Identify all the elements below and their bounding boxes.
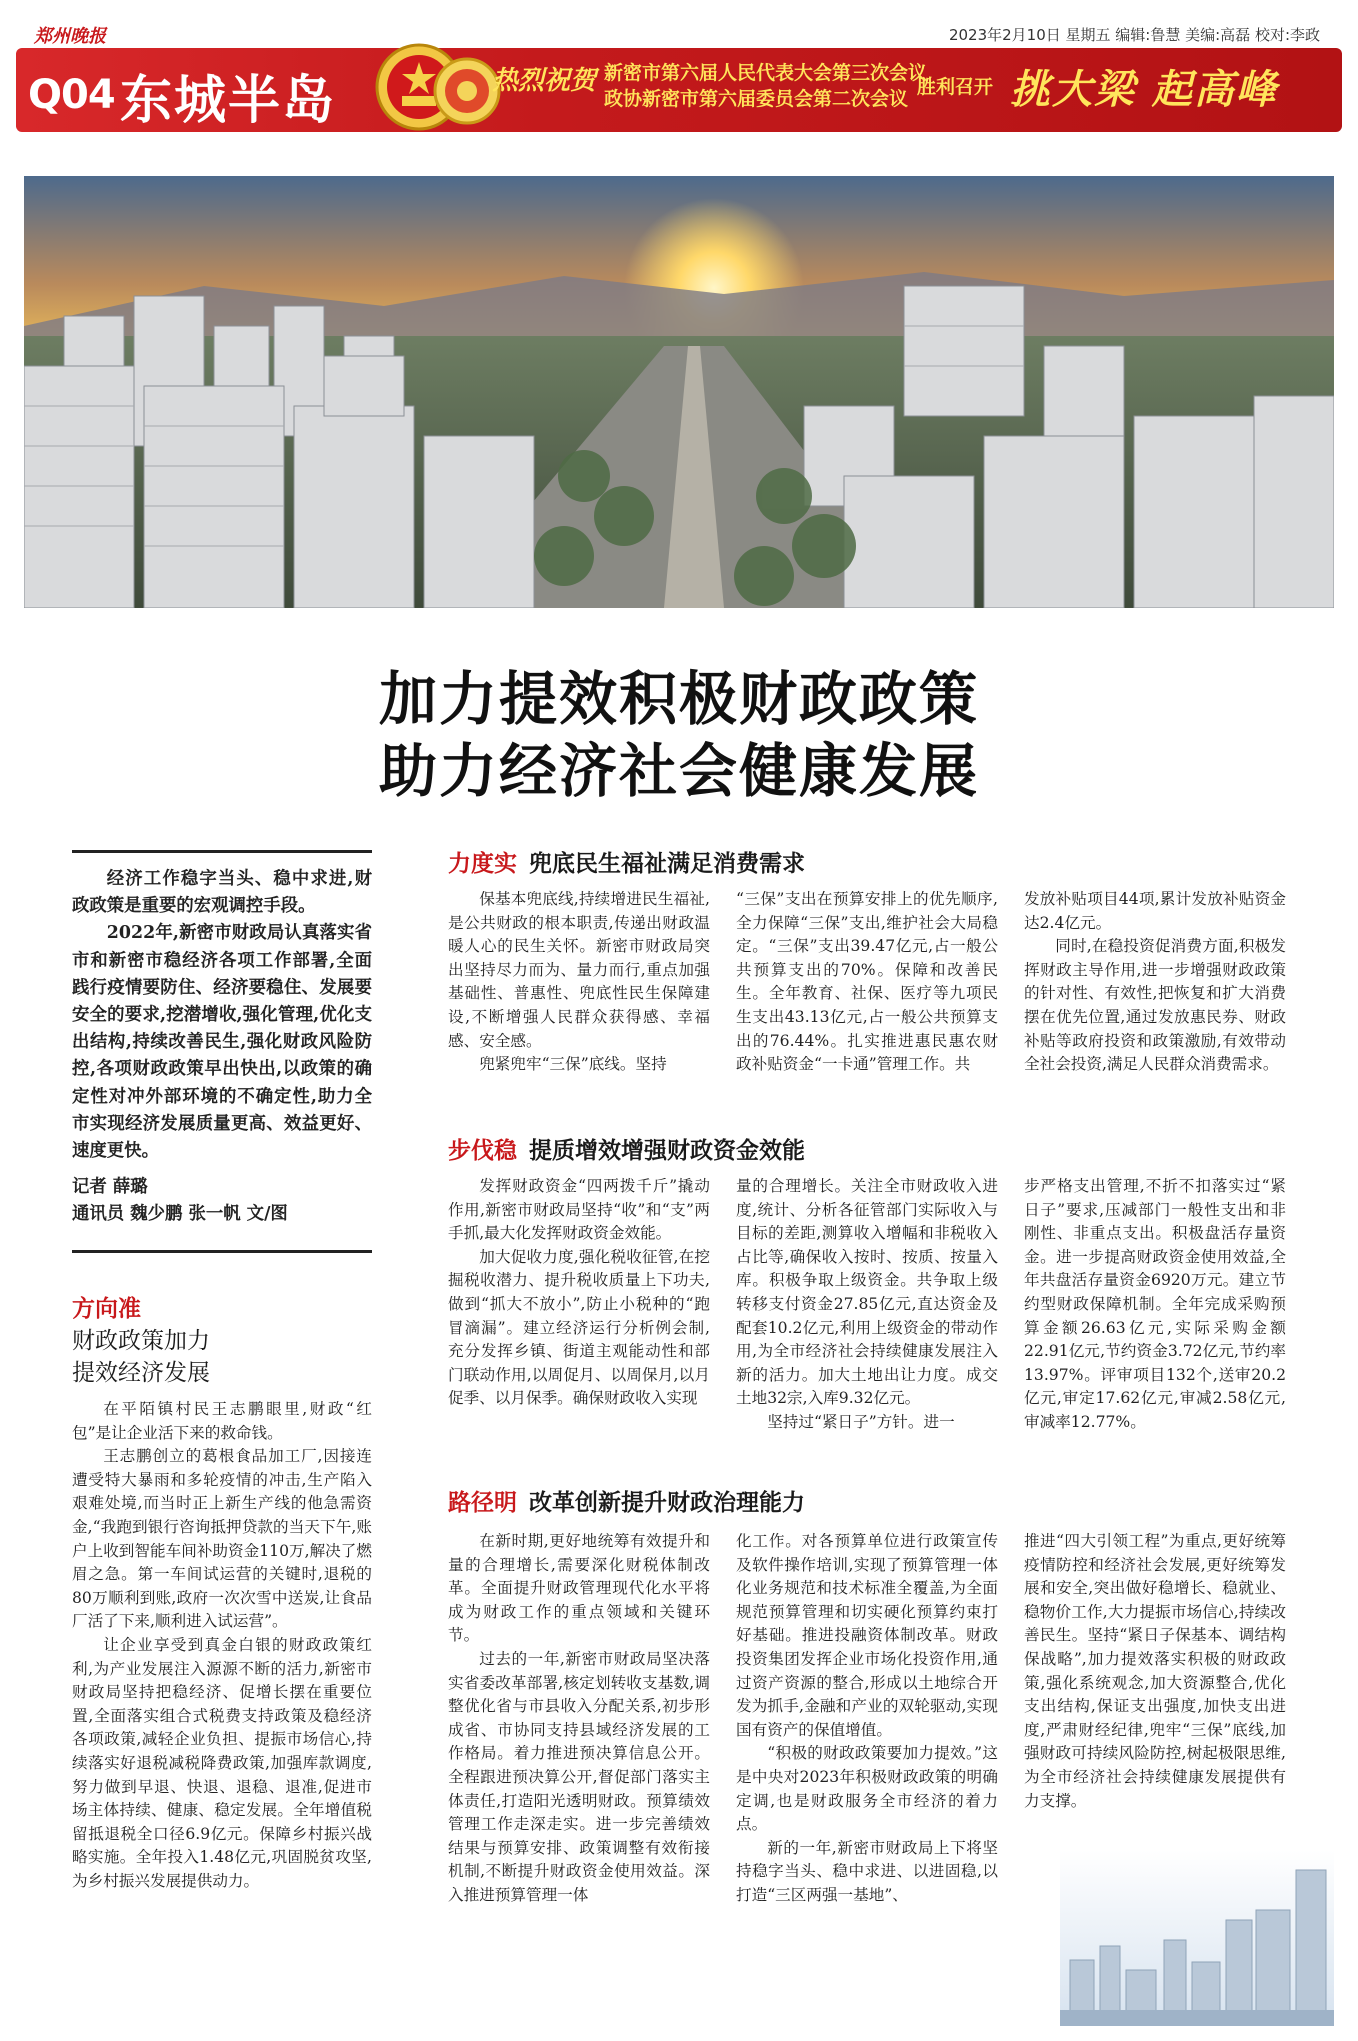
paragraph: 加大促收力度,强化税收征管,在挖掘税收潜力、提升税收质量上下功夫,做到“抓大不放小”,防止小税种的“跑冒滴漏”。建立经济运行分析例会制,充分发挥乡镇、街道主观能动性和部门联动作用,以周促月、以周保月,以月促季、以月保季。确保财政收入实现: [448, 1247, 710, 1408]
headline-line-2: 助力经济社会健康发展: [378, 737, 979, 805]
section-title: 改革创新提升财政治理能力: [529, 1490, 805, 1516]
paragraph: 坚持过“紧日子”方针。进一: [767, 1412, 955, 1431]
lead-paragraph: [72, 866, 372, 1165]
byline: [72, 1174, 372, 1228]
section-1-col-3: [1024, 888, 1286, 1077]
paragraph: 王志鹏创立的葛根食品加工厂,因接连遭受特大暴雨和多轮疫情的冲击,生产陷入艰难处境,而当时正上新生产线的他急需资金,“我跑到银行咨询抵押贷款的当天下午,账户上收到智能车间补助资金110万,解决了燃眉之急。第一车间试运营的关键时,退税的80万顺利到账,政府一次次雪中送炭,让食品厂活了下来,顺利进入试运营”。: [72, 1447, 372, 1631]
paragraph: 保基本兜底线,持续增进民生福祉,是公共财政的根本职责,传递出财政温暖人心的民生关怀。新密市财政局突出坚持尽力而为、量力而行,重点加强基础性、普惠性、兜底性民生保障建设,不断增强人民群众获得感、幸福感、安全感。: [448, 890, 710, 1050]
headline-line-1: 加力提效积极财政政策: [378, 665, 979, 733]
meeting-line-2: 政协新密市第六届委员会第二次会议: [604, 88, 909, 110]
page-number: Q04: [28, 72, 115, 118]
section-heading-2: [448, 1132, 805, 1165]
paragraph: 推进“四大引领工程”为重点,更好统筹疫情防控和经济社会发展,更好统筹发展和安全,突出做好稳增长、稳就业、稳物价工作,大力提振市场信心,持续改善民生。坚持“紧日子保基本、调结构保战略”,加力提效落实积极的财政政策,强化系统观念,加大资源整合,优化支出结构,保证支出强度,加快支出进度,严肃财经纪律,兜牢“三保”底线,加强财政可持续风险防控,树起极限思维,为全市经济社会持续健康发展提供有力支撑。: [1024, 1532, 1286, 1810]
section-3-col-3: [1024, 1530, 1286, 1813]
paragraph: “三保”支出在预算安排上的优先顺序,全力保障“三保”支出,维护社会大局稳定。“三保”支出39.47亿元,占一般公共预算支出的70%。保障和改善民生。全年教育、社保、医疗等九项民生支出43.13亿元,占一般公共预算支出的76.44%。扎实推进惠民惠农财政补贴资金“一卡通”管理工作。共: [736, 890, 998, 1074]
sidebar-body: [72, 1398, 372, 1893]
meeting-line-1: 新密市第六届人民代表大会第三次会议: [604, 62, 928, 84]
lead-para-1: 经济工作稳字当头、稳中求进,财政政策是重要的宏观调控手段。: [72, 869, 372, 917]
section-1-col-2: [736, 888, 998, 1077]
dateline: 2023年2月10日 星期五 编辑:鲁慧 美编:高磊 校对:李政: [948, 26, 1320, 44]
paragraph: 新的一年,新密市财政局上下将坚持稳字当头、稳中求进、以进固稳,以打造“三区两强一基地”、: [736, 1838, 998, 1904]
paragraph: 让企业享受到真金白银的财政政策红利,为产业发展注入源源不断的活力,新密市财政局坚持把稳经济、促增长摆在重要位置,全面落实组合式税费支持政策及稳经济各项政策,减轻企业负担、提振市场信心,持续落实好退税减税降费政策,加强库款调度,努力做到早退、快退、退稳、退准,促进市场主体持续、健康、稳定发展。全年增值税留抵退税全口径6.9亿元。保障乡村振兴战略实施。全年投入1.48亿元,巩固脱贫攻坚,为乡村振兴发展提供动力。: [72, 1635, 372, 1890]
section-title: 兜底民生福祉满足消费需求: [529, 851, 805, 877]
paper-name: 郑州晚报: [34, 26, 106, 47]
section-3-col-2: [736, 1530, 998, 1908]
section-name: 东城半岛: [120, 70, 337, 131]
sidebar-top-rule: [72, 850, 372, 853]
section-1-col-1: [448, 888, 710, 1077]
masthead: [0, 0, 1358, 140]
sidebar-divider: [72, 1250, 372, 1253]
paragraph: 在新时期,更好地统筹有效提升和量的合理增长,需要深化财税体制改革。全面提升财政管理现代化水平将成为财政工作的重点领域和关键环节。: [448, 1532, 710, 1645]
section-keyword: 步伐稳: [448, 1138, 517, 1164]
section-title: 提质增效增强财政资金效能: [529, 1138, 805, 1164]
section-2-col-3: [1024, 1175, 1286, 1435]
slogan-text: 挑大梁 起高峰: [1010, 66, 1278, 113]
paragraph: 量的合理增长。关注全市财政收入进度,统计、分析各征管部门实际收入与目标的差距,测算收入增幅和非税收入占比等,确保收入按时、按质、按量入库。积极争取上级资金。共争取上级转移支付资金27.85亿元,直达资金及配套10.2亿元,利用上级资金的带动作用,为全市经济社会持续健康发展注入新的活力。加大土地出让力度。成交土地32宗,入库9.32亿元。: [736, 1177, 998, 1408]
section-2-col-2: [736, 1175, 998, 1435]
paragraph: “积极的财政政策要加力提效。”这是中央对2023年积极财政政策的明确定调,也是财政服务全市经济的着力点。: [736, 1744, 998, 1834]
sidebar-section-title-1: 财政政策加力: [72, 1328, 210, 1354]
section-2-col-1: [448, 1175, 710, 1411]
section-keyword: 力度实: [448, 851, 517, 877]
sidebar-section-keyword: 方向准: [72, 1296, 141, 1322]
city-sunset-photo: [24, 176, 1334, 608]
paragraph: 兜紧兜牢“三保”底线。坚持: [479, 1055, 667, 1074]
skyline-illustration: [1060, 1850, 1334, 2026]
paragraph: 在平陌镇村民王志鹏眼里,财政“红包”是让企业活下来的救命钱。: [72, 1400, 372, 1442]
paragraph: 化工作。对各预算单位进行政策宣传及软件操作培训,实现了预算管理一体化业务规范和技术标准全覆盖,为全面规范预算管理和切实硬化预算约束打好基础。推进投融资体制改革。财政投资集团发挥企业市场化投资作用,通过资产资源的整合,形成以土地综合开发为抓手,金融和产业的双轮驱动,实现国有资产的保值增值。: [736, 1532, 998, 1739]
paragraph: 发放补贴项目44项,累计发放补贴资金达2.4亿元。: [1024, 890, 1286, 932]
byline-reporter: 记者 薛璐: [72, 1177, 148, 1197]
paragraph: 步严格支出管理,不折不扣落实过“紧日子”要求,压减部门一般性支出和非刚性、非重点支出。积极盘活存量资金。进一步提高财政资金使用效益,全年共盘活存量资金6920万元。建立节约型财政保障机制。全年完成采购预算金额26.63亿元,实际采购金额22.91亿元,节约资金3.72亿元,节约率13.97%。评审项目132个,送审20.2亿元,审定17.62亿元,审减2.58亿元,审减率12.77%。: [1024, 1177, 1286, 1431]
paragraph: 过去的一年,新密市财政局坚决落实省委改革部署,核定划转收支基数,调整优化省与市县收入分配关系,初步形成省、市协同支持县域经济发展的工作格局。着力推进预决算信息公开。全程跟进预决算公开,督促部门落实主体责任,打造阳光透明财政。预算绩效管理工作走深走实。进一步完善绩效结果与预算安排、政策调整有效衔接机制,不断提升财政资金使用效益。深入推进预算管理一体: [448, 1649, 710, 1904]
section-3-col-1: [448, 1530, 710, 1908]
section-heading-3: [448, 1484, 805, 1517]
success-text: 胜利召开: [917, 76, 994, 98]
paragraph: 同时,在稳投资促消费方面,积极发挥财政主导作用,进一步增强财政政策的针对性、有效性,把恢复和扩大消费摆在优先位置,通过发放惠民券、财政补贴等政府投资和政策激励,有效带动全社会投资,满足人民群众消费需求。: [1024, 937, 1286, 1074]
lead-para-2: 2022年,新密市财政局认真落实省市和新密市稳经济各项工作部署,全面践行疫情要防住、经济要稳住、发展要安全的要求,挖潜增收,强化管理,优化支出结构,持续改善民生,强化财政风险防控,各项财政政策早出快出,以政策的确定性对冲外部环境的不确定性,助力全市实现经济发展质量更高、效益更好、速度更快。: [72, 923, 372, 1162]
congrats-text: 热烈祝贺: [492, 66, 597, 96]
section-heading-1: [448, 845, 805, 878]
paragraph: 发挥财政资金“四两拨千斤”撬动作用,新密市财政局坚持“收”和“支”两手抓,最大化发挥财政资金效能。: [448, 1177, 710, 1243]
byline-correspondents: 通讯员 魏少鹏 张一帆 文/图: [72, 1204, 288, 1225]
section-keyword: 路径明: [448, 1490, 517, 1516]
sidebar-section-title-2: 提效经济发展: [72, 1360, 210, 1386]
